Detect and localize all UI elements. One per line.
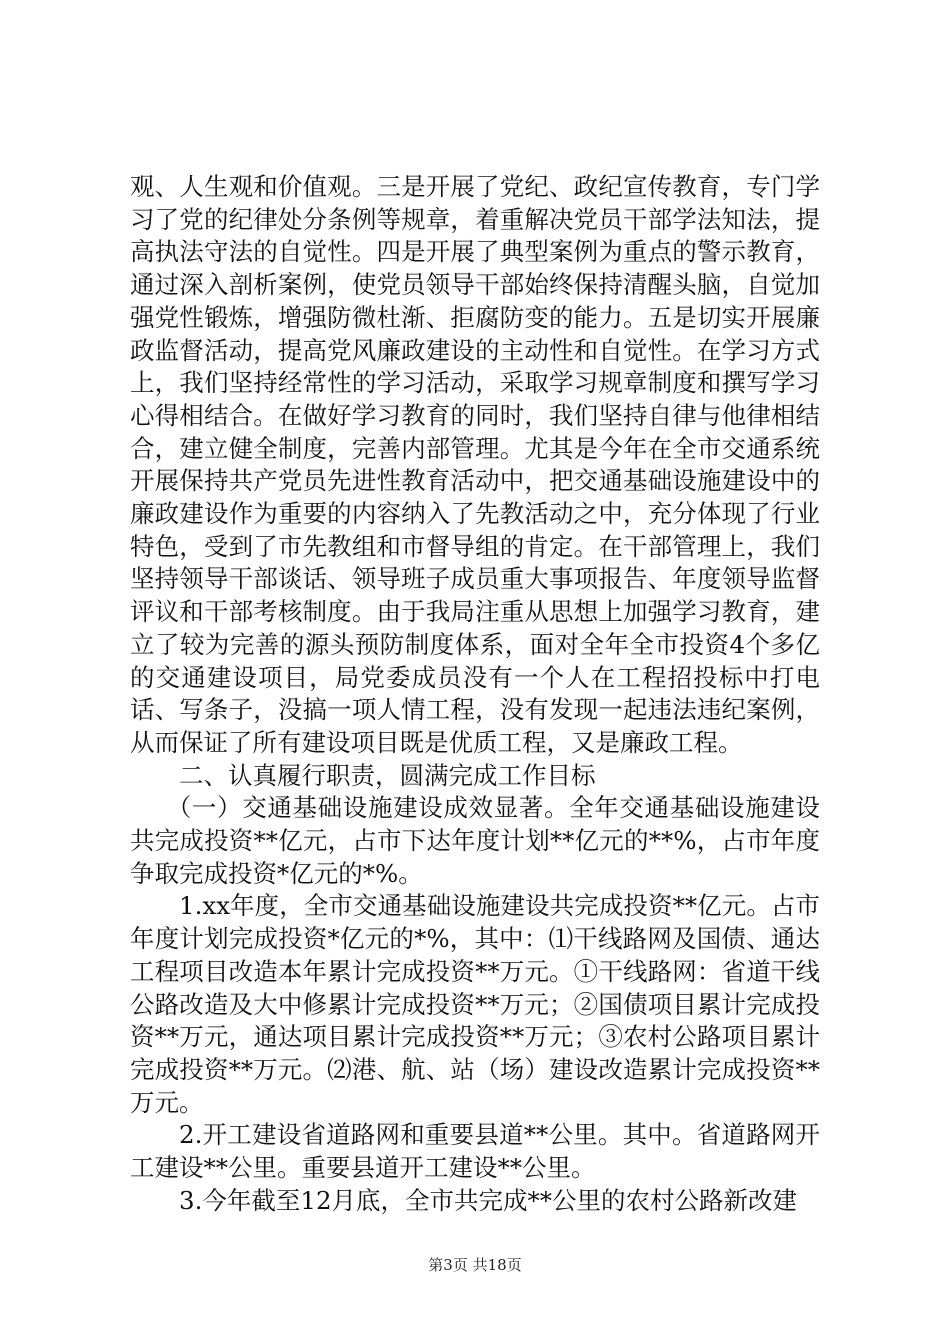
paragraph-discipline-education: 观、人生观和价值观。三是开展了党纪、政纪宣传教育，专门学习了党的纪律处分条例等规章，着重解决党员干部学法知法，提高执法守法的自觉性。四是开展了典型案例为重点的警示教育，通过深入剖析案例，使党员领导干部始终保持清醒头脑，自觉加强党性锻炼，增强防微杜渐、拒腐防变的能力。五是切实开展廉政监督活动，提高党风廉政建设的主动性和自觉性。在学习方式上，我们坚持经常性的学习活动，采取学习规章制度和撰写学习心得相结合。在做好学习教育的同时，我们坚持自律与他律相结合，建立健全制度，完善内部管理。尤其是今年在全市交通系统开展保持共产党员先进性教育活动中，把交通基础设施建设中的廉政建设作为重要的内容纳入了先教活动之中，充分体现了行业特色，受到了市先教组和市督导组的肯定。在干部管理上，我们坚持领导干部谈话、领导班子成员重大事项报告、年度领导监督评议和干部考核制度。由于我局注重从思想上加强学习教育，建立了较为完善的源头预防制度体系，面对全年全市投资4个多亿的交通建设项目，局党委成员没有一个人在工程招投标中打电话、写条子，没搞一项人情工程，没有发现一起违法违纪案例，从而保证了所有建设项目既是优质工程，又是廉政工程。 [130,172,820,757]
page-footer: 第3页 共18页 [428,1256,522,1274]
document-body [130,171,820,1218]
paragraph-item-1: 1.xx年度，全市交通基础设施建设共完成投资**亿元。占市年度计划完成投资*亿元的*%，其中：⑴干线路网及国债、通达工程项目改造本年累计完成投资**万元。①干线路网：省道干线公路改造及大中修累计完成投资**万元；②国债项目累计完成投资**万元，通达项目累计完成投资**万元；③农村公路项目累计完成投资**万元。⑵港、航、站（场）建设改造累计完成投资**万元。 [130,891,820,1117]
paragraph-item-3: 3.今年截至12月底，全市共完成**公里的农村公路新改建 [179,1185,798,1215]
paragraph-infrastructure-results: （一）交通基础设施建设成效显著。全年交通基础设施建设共完成投资**亿元，占市下达年度计划**亿元的**%，占市年度争取完成投资*亿元的*%。 [130,793,820,888]
paragraph-item-2: 2.开工建设省道路网和重要县道**公里。其中。省道路网开工建设**公里。重要县道开工建设**公里。 [130,1120,820,1183]
section-heading-two: 二、认真履行职责，圆满完成工作目标 [179,760,596,790]
